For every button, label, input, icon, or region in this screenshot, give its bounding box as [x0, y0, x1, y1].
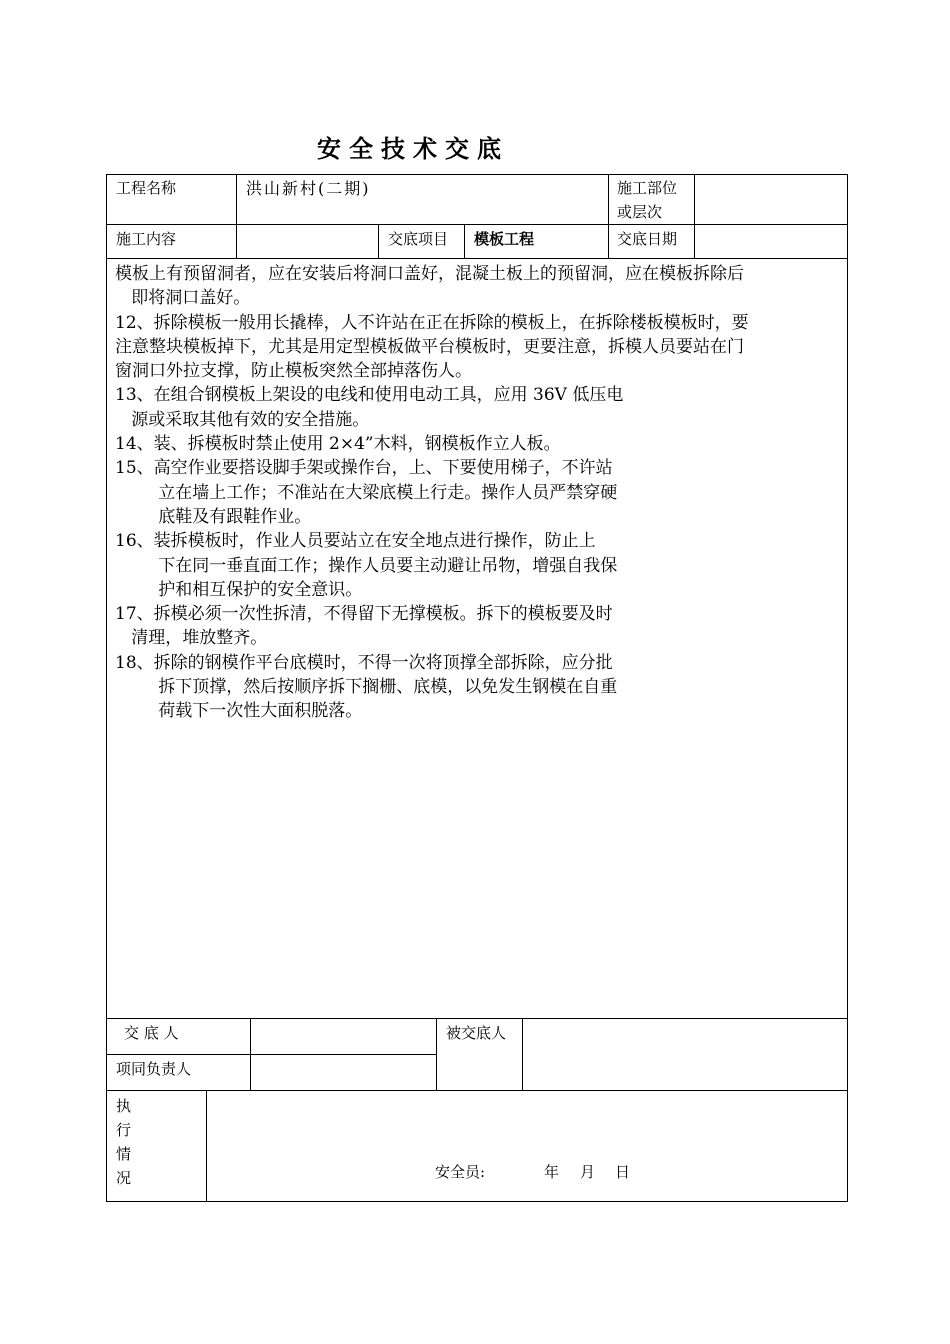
body-line: 18、拆除的钢模作平台底模时，不得一次将顶撑全部拆除，应分批 — [115, 652, 613, 673]
disclosure-content — [115, 262, 845, 724]
col-divider-3 — [694, 174, 695, 259]
row-divider-header — [106, 224, 848, 225]
body-line: 12、拆除模板一般用长撬棒，人不许站在正在拆除的模板上，在拆除楼板模板时，要 — [115, 312, 749, 333]
item-value: 模板工程 — [474, 230, 535, 248]
body-line: 清理，堆放整齐。 — [115, 628, 268, 649]
col-divider-1 — [236, 174, 237, 259]
body-line: 护和相互保护的安全意识。 — [115, 579, 363, 600]
recipient-label: 被交底人 — [446, 1024, 507, 1042]
body-line: 13、在组合钢模板上架设的电线和使用电动工具，应用 36V 低压电 — [115, 385, 624, 406]
body-line: 注意整块模板掉下，尤其是用定型模板做平台模板时，更要注意，拆模人员要站在门 — [115, 336, 744, 357]
body-line: 窗洞口外拉支撑，防止模板突然全部掉落伤人。 — [115, 361, 472, 382]
sig-divider-2 — [436, 1018, 437, 1091]
sig-divider-3 — [522, 1018, 523, 1091]
safety-officer-label: 安全员: — [435, 1163, 486, 1181]
row-divider-execution — [106, 1090, 848, 1091]
exec-divider — [206, 1090, 207, 1202]
page-title: 安全技术交底 — [317, 134, 509, 163]
execution-label-char: 执 — [116, 1097, 132, 1115]
location-label-line1: 施工部位 — [617, 179, 678, 197]
sig-divider-1 — [250, 1018, 251, 1091]
body-line: 15、高空作业要搭设脚手架或操作台，上、下要使用梯子，不许站 — [115, 458, 613, 479]
discloser-label: 交 底 人 — [124, 1024, 179, 1042]
manager-label: 项同负责人 — [116, 1060, 192, 1078]
date-label: 交底日期 — [617, 230, 678, 248]
col-divider-5 — [464, 224, 465, 259]
body-line: 模板上有预留洞者，应在安装后将洞口盖好，混凝土板上的预留洞，应在模板拆除后 — [115, 264, 744, 284]
col-divider-4 — [378, 224, 379, 259]
date-year: 年 — [544, 1163, 560, 1181]
project-name-label: 工程名称 — [116, 179, 177, 197]
body-line: 拆下顶撑，然后按顺序拆下搁栅、底模，以免发生钢模在自重 — [115, 677, 618, 698]
date-month: 月 — [580, 1163, 596, 1181]
body-line: 16、装拆模板时，作业人员要站立在安全地点进行操作，防止上 — [115, 531, 596, 552]
body-line: 荷载下一次性大面积脱落。 — [115, 701, 363, 722]
body-line: 立在墙上工作；不准站在大梁底模上行走。操作人员严禁穿硬 — [115, 482, 618, 503]
body-line: 源或采取其他有效的安全措施。 — [115, 409, 370, 430]
body-line: 底鞋及有跟鞋作业。 — [115, 506, 312, 527]
row-divider-signatures — [106, 1018, 848, 1019]
col-divider-2 — [608, 174, 609, 259]
body-line: 17、拆模必须一次性拆清，不得留下无撑模板。拆下的模板要及时 — [115, 604, 613, 625]
content-label: 施工内容 — [116, 230, 177, 248]
row-divider-content — [106, 258, 848, 259]
date-day: 日 — [615, 1163, 631, 1181]
body-line: 14、装、拆模板时禁止使用 2×4”木料，钢模板作立人板。 — [115, 434, 561, 455]
project-name-value: 洪山新村(二期) — [246, 179, 371, 198]
body-line: 下在同一垂直面工作；操作人员要主动避让吊物，增强自我保 — [115, 555, 618, 576]
row-divider-manager — [106, 1054, 437, 1055]
body-line: 即将洞口盖好。 — [115, 288, 251, 309]
location-label-line2: 或层次 — [617, 203, 663, 221]
execution-label-char: 行 — [116, 1121, 132, 1139]
item-label: 交底项目 — [388, 230, 449, 248]
execution-label-char: 况 — [116, 1169, 132, 1187]
execution-label-char: 情 — [116, 1145, 132, 1163]
